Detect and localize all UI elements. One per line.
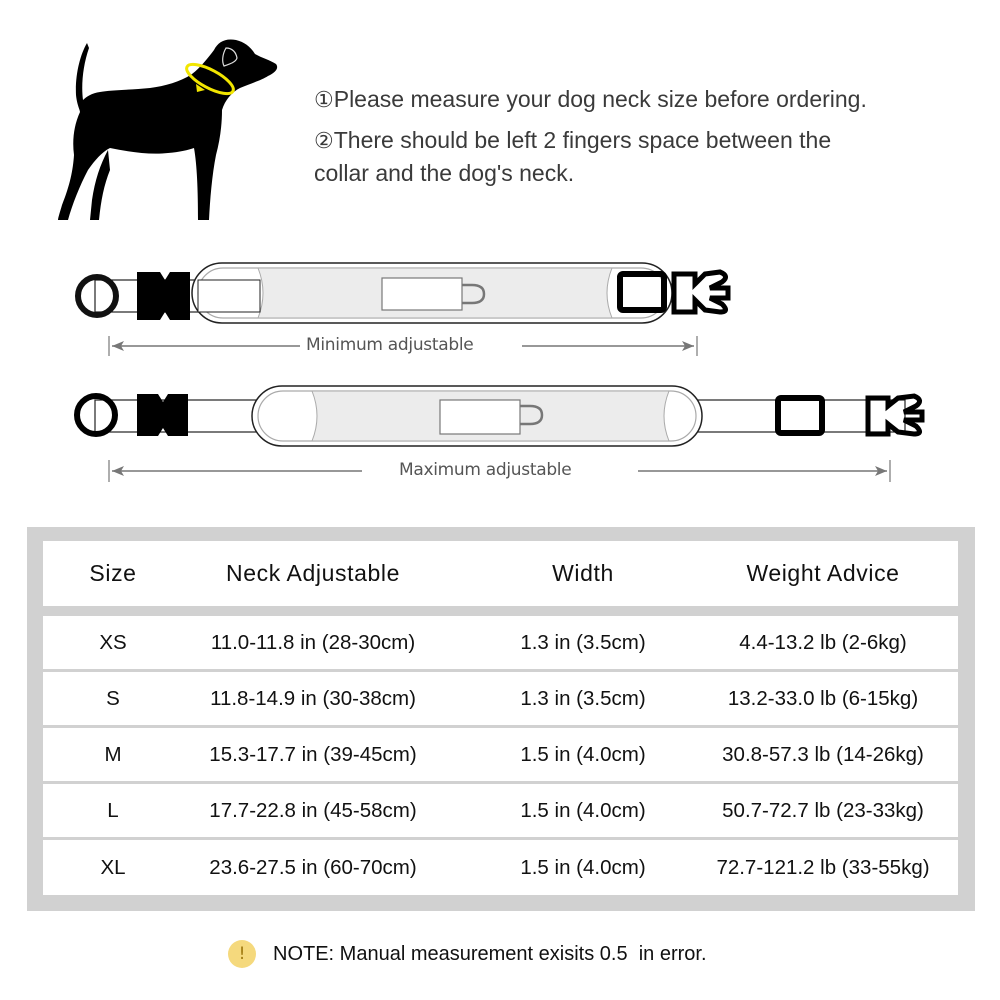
maximum-adjustable-label: Maximum adjustable [393, 460, 577, 480]
cell-size: S [106, 686, 120, 710]
table-row [43, 728, 958, 781]
cell-width: 1.5 in (4.0cm) [520, 855, 646, 879]
step-2-text: There should be left 2 fingers space between the [333, 127, 832, 153]
measuring-instructions [314, 82, 994, 190]
cell-weight: 30.8-57.3 lb (14-26kg) [722, 742, 924, 766]
cell-width: 1.5 in (4.0cm) [520, 798, 646, 822]
cell-size: XL [100, 855, 126, 879]
cell-weight: 72.7-121.2 lb (33-55kg) [716, 855, 930, 879]
header-weight-advice: Weight Advice [746, 560, 900, 586]
cell-neck: 11.8-14.9 in (30-38cm) [210, 686, 416, 710]
collar-minimum-icon [0, 258, 1000, 368]
minimum-adjustable-label: Minimum adjustable [300, 335, 479, 355]
table-row [43, 784, 958, 837]
cell-neck: 15.3-17.7 in (39-45cm) [209, 742, 417, 766]
warning-icon: ! [228, 940, 256, 968]
cell-weight: 50.7-72.7 lb (23-33kg) [722, 798, 924, 822]
table-row [43, 672, 958, 725]
cell-weight: 4.4-13.2 lb (2-6kg) [739, 630, 907, 654]
table-row [43, 840, 958, 895]
header-width: Width [552, 560, 614, 586]
note-text: NOTE: Manual measurement exisits 0.5 in error. [273, 942, 707, 965]
instruction-step-1 [314, 82, 994, 117]
step-1-text: Please measure your dog neck size before ordering. [333, 86, 867, 112]
dog-silhouette-icon [55, 35, 285, 225]
step-2-marker: ② [314, 128, 334, 153]
collar-minimum-diagram [0, 258, 1000, 368]
cell-width: 1.3 in (3.5cm) [520, 630, 646, 654]
collar-maximum-diagram [0, 380, 1000, 490]
measurement-note [228, 940, 707, 968]
cell-size: L [107, 798, 119, 822]
cell-neck: 17.7-22.8 in (45-58cm) [209, 798, 417, 822]
instruction-step-2 [314, 123, 994, 158]
header-size: Size [89, 560, 137, 586]
table-header-row [43, 541, 958, 606]
cell-size: XS [99, 630, 127, 654]
cell-size: M [104, 742, 122, 766]
step-2-text-continued: collar and the dog's neck. [314, 160, 575, 186]
size-chart-table [27, 527, 975, 911]
cell-neck: 11.0-11.8 in (28-30cm) [210, 630, 416, 654]
table-row [43, 616, 958, 669]
cell-width: 1.3 in (3.5cm) [520, 686, 646, 710]
cell-width: 1.5 in (4.0cm) [520, 742, 646, 766]
header-neck-adjustable: Neck Adjustable [226, 560, 400, 586]
cell-weight: 13.2-33.0 lb (6-15kg) [727, 686, 919, 710]
step-1-marker: ① [314, 87, 334, 112]
cell-neck: 23.6-27.5 in (60-70cm) [209, 855, 417, 879]
